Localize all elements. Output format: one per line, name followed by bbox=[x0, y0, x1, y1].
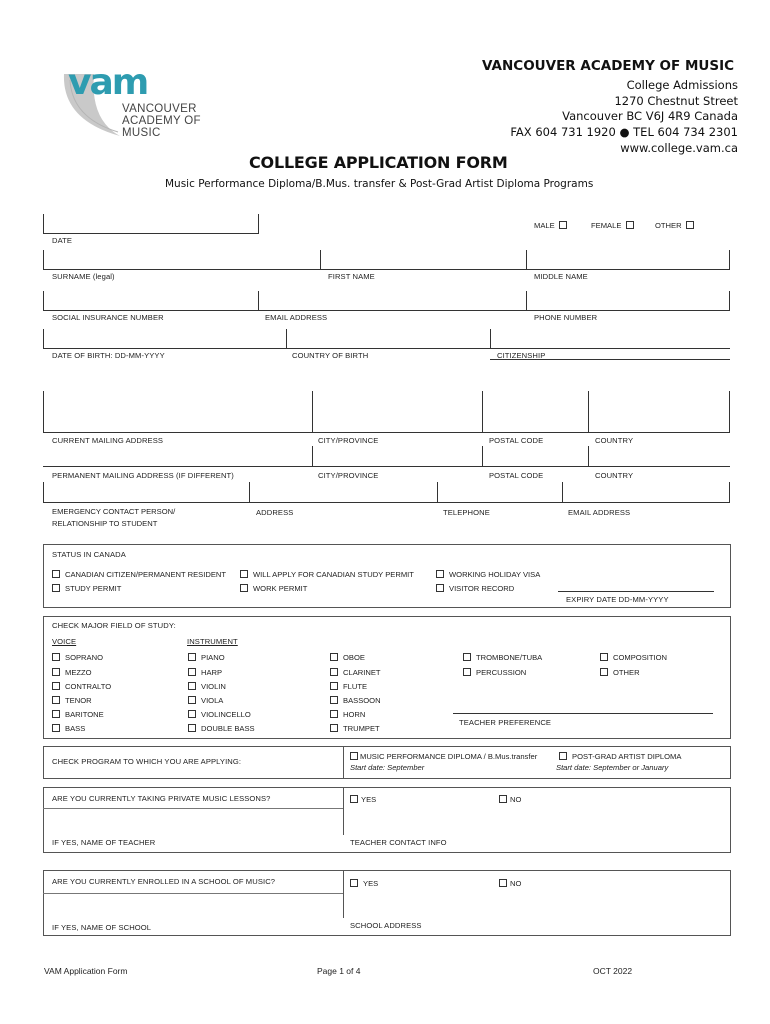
gender-female[interactable]: FEMALE bbox=[591, 221, 639, 230]
program-option-postgrad-start: Start date: September or January bbox=[556, 763, 669, 772]
expiry-date-field[interactable] bbox=[558, 591, 714, 592]
study-heading: CHECK MAJOR FIELD OF STUDY: bbox=[52, 621, 176, 630]
status-heading: STATUS IN CANADA bbox=[52, 550, 126, 559]
date-field[interactable] bbox=[43, 233, 259, 234]
gender-other[interactable]: OTHER bbox=[655, 221, 699, 230]
country-of-birth-label: COUNTRY OF BIRTH bbox=[292, 351, 369, 360]
diploma-checkbox[interactable] bbox=[350, 752, 358, 760]
middle-name-label: MIDDLE NAME bbox=[534, 272, 588, 281]
bass-checkbox[interactable] bbox=[52, 724, 60, 732]
voice-soprano[interactable]: SOPRANO bbox=[52, 653, 103, 662]
emergency-contact-label: EMERGENCY CONTACT PERSON/ RELATIONSHIP TO STUDENT bbox=[52, 507, 176, 528]
expiry-date-label: EXPIRY DATE DD-MM-YYYY bbox=[566, 595, 669, 604]
instr-violin[interactable]: VIOLIN bbox=[188, 682, 226, 691]
teacher-name-label: IF YES, NAME OF TEACHER bbox=[52, 838, 156, 847]
postal-code-label: POSTAL CODE bbox=[489, 436, 544, 445]
tenor-checkbox[interactable] bbox=[52, 696, 60, 704]
voice-contralto[interactable]: CONTRALTO bbox=[52, 682, 111, 691]
first-name-label: FIRST NAME bbox=[328, 272, 375, 281]
teacher-preference-label: TEACHER PREFERENCE bbox=[459, 718, 552, 727]
dob-field[interactable] bbox=[43, 348, 730, 349]
contralto-checkbox[interactable] bbox=[52, 682, 60, 690]
org-street: 1270 Chestnut Street bbox=[614, 94, 738, 108]
status-will-apply[interactable]: WILL APPLY FOR CANADIAN STUDY PERMIT bbox=[240, 570, 414, 579]
emergency-email-label: EMAIL ADDRESS bbox=[568, 508, 631, 517]
logo-mark: vam bbox=[68, 62, 148, 103]
postal-code-label-2: POSTAL CODE bbox=[489, 471, 544, 480]
current-address-field[interactable] bbox=[43, 432, 730, 433]
names-field[interactable] bbox=[43, 269, 730, 270]
percussion-checkbox[interactable] bbox=[463, 668, 471, 676]
voice-baritone[interactable]: BARITONE bbox=[52, 710, 104, 719]
violincello-checkbox[interactable] bbox=[188, 710, 196, 718]
status-citizen[interactable]: CANADIAN CITIZEN/PERMANENT RESIDENT bbox=[52, 570, 226, 579]
surname-label: SURNAME (legal) bbox=[52, 272, 115, 281]
school-no-checkbox[interactable] bbox=[499, 879, 507, 887]
footer-left: VAM Application Form bbox=[44, 966, 128, 976]
flute-checkbox[interactable] bbox=[330, 682, 338, 690]
trombone-tuba-checkbox[interactable] bbox=[463, 653, 471, 661]
logo-text-line1: VANCOUVER bbox=[122, 103, 197, 115]
city-province-label: CITY/PROVINCE bbox=[318, 436, 379, 445]
instr-horn[interactable]: HORN bbox=[330, 710, 365, 719]
lessons-no-checkbox[interactable] bbox=[499, 795, 507, 803]
voice-mezzo[interactable]: MEZZO bbox=[52, 668, 92, 677]
status-work-permit[interactable]: WORK PERMIT bbox=[240, 584, 307, 593]
piano-checkbox[interactable] bbox=[188, 653, 196, 661]
instr-violincello[interactable]: VIOLINCELLO bbox=[188, 710, 251, 719]
female-checkbox[interactable] bbox=[626, 221, 634, 229]
voice-bass[interactable]: BASS bbox=[52, 724, 85, 733]
harp-checkbox[interactable] bbox=[188, 668, 196, 676]
study-other-checkbox[interactable] bbox=[600, 668, 608, 676]
org-dept: College Admissions bbox=[626, 78, 738, 92]
visitor-record-checkbox[interactable] bbox=[436, 584, 444, 592]
instr-flute[interactable]: FLUTE bbox=[330, 682, 367, 691]
instr-clarinet[interactable]: CLARINET bbox=[330, 668, 381, 677]
trumpet-checkbox[interactable] bbox=[330, 724, 338, 732]
gender-male[interactable]: MALE bbox=[534, 221, 572, 230]
program-label: CHECK PROGRAM TO WHICH YOU ARE APPLYING: bbox=[52, 757, 242, 766]
footer-page-number: Page 1 of 4 bbox=[317, 966, 361, 976]
will-apply-checkbox[interactable] bbox=[240, 570, 248, 578]
school-yes[interactable]: YES bbox=[350, 879, 378, 888]
teacher-contact-label: TEACHER CONTACT INFO bbox=[350, 838, 447, 847]
school-name-label: IF YES, NAME OF SCHOOL bbox=[52, 923, 152, 932]
voice-tenor[interactable]: TENOR bbox=[52, 696, 92, 705]
instr-viola[interactable]: VIOLA bbox=[188, 696, 223, 705]
org-city: Vancouver BC V6J 4R9 Canada bbox=[562, 109, 738, 123]
voice-heading: VOICE bbox=[52, 637, 77, 646]
instr-trumpet[interactable]: TRUMPET bbox=[330, 724, 380, 733]
org-name: VANCOUVER ACADEMY OF MUSIC bbox=[482, 58, 734, 74]
date-label: DATE bbox=[52, 236, 73, 245]
email-label: EMAIL ADDRESS bbox=[265, 313, 328, 322]
clarinet-checkbox[interactable] bbox=[330, 668, 338, 676]
instr-harp[interactable]: HARP bbox=[188, 668, 222, 677]
sin-email-phone-field[interactable] bbox=[43, 310, 730, 311]
soprano-checkbox[interactable] bbox=[52, 653, 60, 661]
study-other[interactable]: OTHER bbox=[600, 668, 640, 677]
logo-text-line2: ACADEMY OF MUSIC bbox=[122, 115, 201, 139]
bassoon-checkbox[interactable] bbox=[330, 696, 338, 704]
double-bass-checkbox[interactable] bbox=[188, 724, 196, 732]
instr-double-bass[interactable]: DOUBLE BASS bbox=[188, 724, 255, 733]
org-website: www.college.vam.ca bbox=[620, 141, 738, 155]
country-label: COUNTRY bbox=[595, 436, 634, 445]
working-holiday-checkbox[interactable] bbox=[436, 570, 444, 578]
work-permit-checkbox[interactable] bbox=[240, 584, 248, 592]
form-title: COLLEGE APPLICATION FORM bbox=[249, 153, 508, 172]
dob-label: DATE OF BIRTH: DD-MM-YYYY bbox=[52, 351, 165, 360]
phone-label: PHONE NUMBER bbox=[534, 313, 598, 322]
school-question: ARE YOU CURRENTLY ENROLLED IN A SCHOOL OF MUSIC? bbox=[52, 877, 276, 886]
composition-checkbox[interactable] bbox=[600, 653, 608, 661]
status-working-holiday[interactable]: WORKING HOLIDAY VISA bbox=[436, 570, 540, 579]
school-address-label: SCHOOL ADDRESS bbox=[350, 921, 422, 930]
study-permit-checkbox[interactable] bbox=[52, 584, 60, 592]
footer-date: OCT 2022 bbox=[593, 966, 633, 976]
status-visitor-record[interactable]: VISITOR RECORD bbox=[436, 584, 514, 593]
violin-checkbox[interactable] bbox=[188, 682, 196, 690]
instr-oboe[interactable]: OBOE bbox=[330, 653, 365, 662]
instr-trombone-tuba[interactable]: TROMBONE/TUBA bbox=[463, 653, 542, 662]
program-option-diploma[interactable]: MUSIC PERFORMANCE DIPLOMA / B.Mus.transfer bbox=[350, 752, 537, 761]
baritone-checkbox[interactable] bbox=[52, 710, 60, 718]
citizenship-label: CITIZENSHIP bbox=[497, 351, 546, 360]
instrument-heading: INSTRUMENT bbox=[187, 637, 238, 646]
instr-bassoon[interactable]: BASSOON bbox=[330, 696, 381, 705]
country-label-2: COUNTRY bbox=[595, 471, 634, 480]
oboe-checkbox[interactable] bbox=[330, 653, 338, 661]
emergency-contact-field[interactable] bbox=[43, 502, 730, 503]
citizen-checkbox[interactable] bbox=[52, 570, 60, 578]
school-no[interactable]: NO bbox=[499, 879, 521, 888]
lessons-yes[interactable]: YES bbox=[350, 795, 376, 804]
emergency-address-label: ADDRESS bbox=[256, 508, 294, 517]
sin-label: SOCIAL INSURANCE NUMBER bbox=[52, 313, 164, 322]
mezzo-checkbox[interactable] bbox=[52, 668, 60, 676]
instr-piano[interactable]: PIANO bbox=[188, 653, 225, 662]
program-option-diploma-start: Start date: September bbox=[350, 763, 425, 772]
lessons-question: ARE YOU CURRENTLY TAKING PRIVATE MUSIC LESSONS? bbox=[52, 794, 271, 803]
horn-checkbox[interactable] bbox=[330, 710, 338, 718]
lessons-no[interactable]: NO bbox=[499, 795, 521, 804]
viola-checkbox[interactable] bbox=[188, 696, 196, 704]
study-composition[interactable]: COMPOSITION bbox=[600, 653, 667, 662]
permanent-address-field[interactable] bbox=[43, 466, 730, 467]
form-subtitle: Music Performance Diploma/B.Mus. transfer & Post-Grad Artist Diploma Programs bbox=[165, 178, 594, 190]
program-option-postgrad[interactable]: POST-GRAD ARTIST DIPLOMA bbox=[559, 752, 681, 761]
permanent-address-label: PERMANENT MAILING ADDRESS (IF DIFFERENT) bbox=[52, 471, 234, 480]
org-fax-tel: FAX 604 731 1920 ● TEL 604 734 2301 bbox=[510, 125, 738, 139]
instr-percussion[interactable]: PERCUSSION bbox=[463, 668, 526, 677]
other-checkbox[interactable] bbox=[686, 221, 694, 229]
status-study-permit[interactable]: STUDY PERMIT bbox=[52, 584, 121, 593]
emergency-telephone-label: TELEPHONE bbox=[443, 508, 490, 517]
postgrad-checkbox[interactable] bbox=[559, 752, 567, 760]
city-province-label-2: CITY/PROVINCE bbox=[318, 471, 379, 480]
lessons-yes-checkbox[interactable] bbox=[350, 795, 358, 803]
school-yes-checkbox[interactable] bbox=[350, 879, 358, 887]
study-section bbox=[43, 616, 731, 739]
teacher-preference-field[interactable] bbox=[453, 713, 713, 714]
male-checkbox[interactable] bbox=[559, 221, 567, 229]
vam-logo bbox=[60, 60, 240, 140]
current-address-label: CURRENT MAILING ADDRESS bbox=[52, 436, 164, 445]
